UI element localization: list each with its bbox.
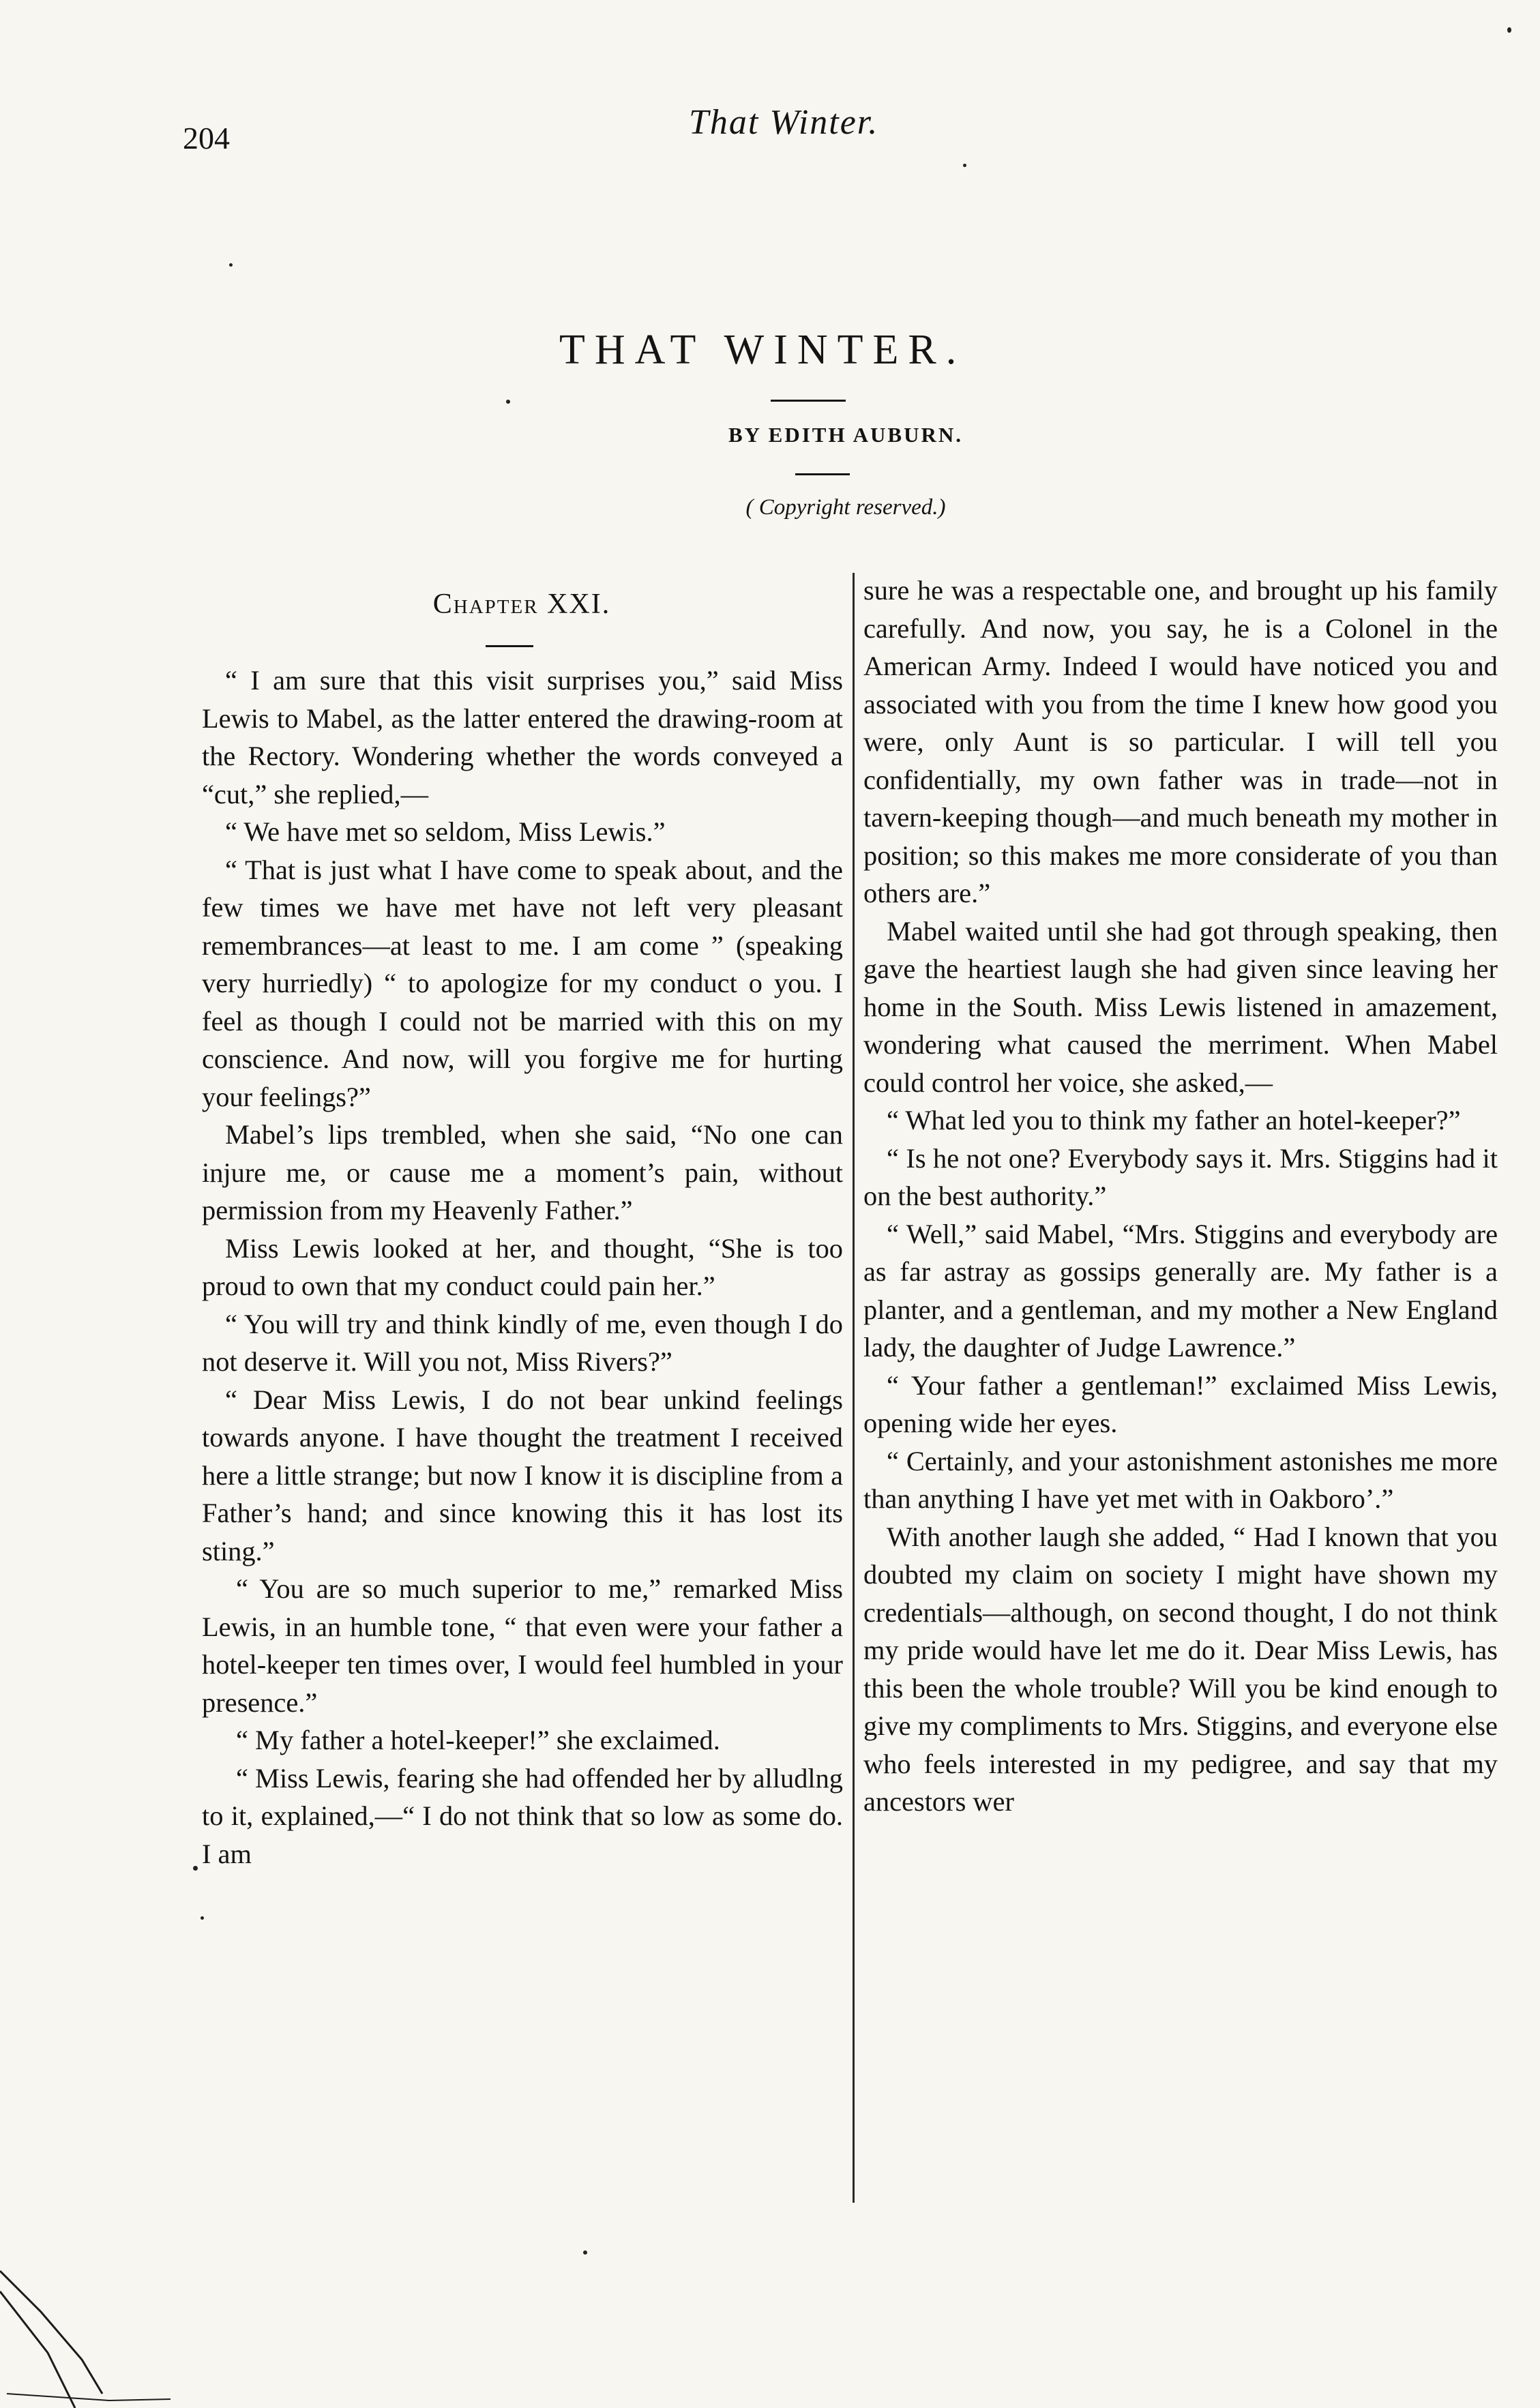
story-byline: BY EDITH AUBURN. (728, 423, 963, 447)
scan-speck (229, 263, 233, 267)
paragraph: “ Certainly, and your astonishment astonishes me more than anything I have yet met with in Oakboro’.” (863, 1445, 1498, 1514)
paragraph: With another laugh she added, “ Had I known that you doubted my claim on society I might have shown my credentials—although, on second thought, I do not think my pride would have let me do it. Dear Miss Lewis, has this been the whole trouble? Will you be kind enough to give my compliments to Mrs. Stiggins, and everyone else who feels interested in my pedigree, and say that my ancestors wer (863, 1521, 1498, 1817)
paragraph: “ You will try and think kindly of me, even though I do not deserve it. Will you not, Miss Rivers?” (202, 1308, 843, 1377)
paragraph: “ That is just what I have come to speak about, and the few times we have met have not left very pleasant remembrances—at least to me. I am come ” (speaking very hurriedly) “ to apologize for my conduct o you. I feel as though I could not be married with this on my conscience. And now, will you forgive me for hurting your feelings?” (202, 854, 843, 1112)
page-number: 204 (183, 121, 230, 155)
byline-rule (795, 473, 850, 475)
scan-speck (506, 400, 510, 404)
right-column (863, 571, 1498, 1821)
paragraph: “ You are so much superior to me,” remarked Miss Lewis, in an humble tone, “ that even were your father a hotel-keeper ten times over, I would feel humbled in your presence.” (202, 1573, 843, 1718)
scan-speck (193, 1866, 198, 1871)
scan-speck (583, 2250, 587, 2255)
paragraph: “ Your father a gentleman!” exclaimed Miss Lewis, opening wide her eyes. (863, 1369, 1498, 1438)
chapter-rule (486, 645, 533, 647)
paragraph: “ I am sure that this visit surprises you,” said Miss Lewis to Mabel, as the latter entered the drawing-room at the Rectory. Wondering whether the words conveyed a “cut,” she replied,— (202, 665, 843, 809)
paragraph: Mabel’s lips trembled, when she said, “No one can injure me, or cause me a moment’s pain, without permission from my Heavenly Father.” (202, 1119, 843, 1225)
story-title: THAT WINTER. (559, 327, 966, 373)
paragraph: “ Well,” said Mabel, “Mrs. Stiggins and everybody are as far astray as gossips generally are. My father is a planter, and a gentleman, and my mother a New England lady, the daughter of Judge Lawrence.” (863, 1218, 1498, 1363)
paragraph: “ Miss Lewis, fearing she had offended her by alludlng to it, explained,—“ I do not think that so low as some do. I am (202, 1762, 843, 1869)
scan-speck (201, 1916, 204, 1920)
scan-speck (963, 164, 966, 167)
paragraph: Mabel waited until she had got through speaking, then gave the heartiest laugh she had given since leaving her home in the South. Miss Lewis listened in amazement, wondering what caused the merriment. When Mabel could control her voice, she asked,— (863, 915, 1498, 1098)
paragraph: Miss Lewis looked at her, and thought, “She is too proud to own that my conduct could pain her.” (202, 1232, 843, 1301)
title-rule (771, 400, 846, 402)
column-divider (853, 573, 855, 2203)
running-title: That Winter. (689, 103, 879, 142)
paragraph: “ Is he not one? Everybody says it. Mrs. Stiggins had it on the best authority.” (863, 1142, 1498, 1211)
copyright-note: ( Copyright reserved.) (745, 495, 946, 520)
paragraph: “ What led you to think my father an hotel-keeper?” (887, 1105, 1461, 1135)
chapter-heading: Chapter XXI. (432, 589, 611, 620)
corner-scratch-mark (0, 2250, 177, 2408)
paragraph: “ My father a hotel-keeper!” she exclaimed. (236, 1725, 720, 1755)
left-column (202, 662, 843, 1873)
paragraph: sure he was a respectable one, and brought up his family carefully. And now, you say, he is a Colonel in the American Army. Indeed I would have noticed you and associated with you from the time I knew how good you were, only Aunt is so particular. I will tell you confidentially, my own father was in trade—not in tavern-keeping though—and much beneath my mother in position; so this makes me more considerate of you than others are.” (863, 575, 1498, 908)
scan-speck (1507, 27, 1511, 33)
paragraph: “ Dear Miss Lewis, I do not bear unkind feelings towards anyone. I have thought the treatment I received here a little strange; but now I know it is discipline from a Father’s hand; and since knowing this it has lost its sting.” (202, 1384, 843, 1566)
paragraph: “ We have met so seldom, Miss Lewis.” (225, 816, 666, 847)
